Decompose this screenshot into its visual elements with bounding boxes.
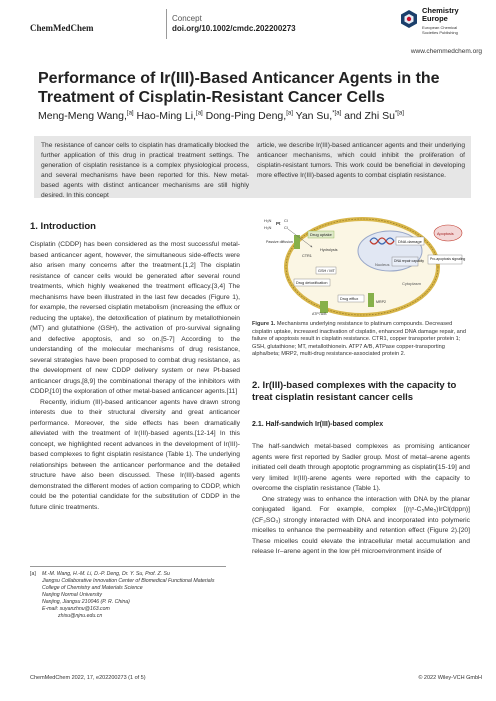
intro-paragraph-1: Cisplatin (CDDP) has been considered as the most successful metal-based anticancer agent, however, the simultaneous side-effects were also arisen many concerns after the treatment.[1,2] The cisplatin resistance of cancer cells would be generated after several round treatments, which highly weakened the treatment efficacy.[3,4] The mechanisms have been illustrated in the last few decades (Figure 1), for example, the reversed cisplatin metabolism (increasing the efflux or reducing the uptake), the detoxification of platinum by metallothionein (MT) and glutathione (GSH), the activation of pro-survival signaling and defective apoptosis, and so on.[5-7] According to the understanding of the molecular mechanisms of drug resistance, several strategies have been proposed to combat drug resistance, as the development of new CDDP delivery system or new Pt-based anticancer drugs,[8,9] the combinational therapy of the inhibitors with CDDP,[10] the exploration of other metal-based anticancer agents.[11] [30,241,240,395]
abstract-left-column: The resistance of cancer cells to cisplatin has dramatically blocked the further application of this drug in practical treatment settings. The generation of cisplatin resistance is a complex physiological process, and several mechanisms have been reported for this. New metal-based agents with distinct anticancer mechanisms are still highly desired. In this concept [41,142,249,199]
svg-text:Passive diffusion: Passive diffusion [266,240,293,244]
doi-link[interactable]: doi.org/10.1002/cmdc.202200273 [172,24,296,33]
svg-text:Cl: Cl [284,218,288,223]
publisher-title: Chemistry Europe [422,6,459,23]
article-title: Performance of Ir(III)-Based Anticancer Agents in the Treatment of Cisplatin-Resistant Cancer Cells [38,70,440,106]
article-type: Concept [172,14,202,23]
page-citation: ChemMedChem 2022, 17, e202200273 (1 of 5) [30,675,146,681]
abstract-box [34,136,471,198]
publisher-subtitle: European Chemical Societies Publishing [422,25,458,35]
author-list: Meng-Meng Wang,[a] Hao-Ming Li,[a] Dong-Ping Deng,[a] Yan Su,$^{*[a]}$ and Zhi $Su^{*[a]}$ [38,110,404,122]
svg-text:Cl: Cl [284,225,288,230]
header-divider [166,9,167,39]
affiliation-footnote: [a] M.-M. Wang, H.-M. Li, D.-P. Deng, Dr. Y. Su, Prof. Z. Su Jiangsu Collaborative Innovation Center of Biomedical Functional Materials College of Chemistry and Materials Science Nanjing Normal University Nanjing, Jiangsu 210046 (P. R. China) E-mail: suyanzhnu@163.com zhisu@njnu.edu.cn [30,571,215,619]
svg-text:Drug uptake: Drug uptake [310,232,332,237]
svg-text:Drug efflux: Drug efflux [340,297,359,301]
introduction-body [30,240,240,513]
svg-text:Nucleus: Nucleus [375,262,390,267]
chemistry-europe-logo-icon [400,9,418,29]
svg-text:GSH / MT: GSH / MT [318,269,335,273]
author: and Zhi Su [344,110,395,122]
author: Yan Su, [295,110,333,122]
author: Dong-Ping Deng, [205,110,287,122]
svg-text:ATP7A/B: ATP7A/B [312,312,327,316]
svg-text:Pro-apoptosis signaling: Pro-apoptosis signaling [430,257,466,261]
intro-paragraph-2: Recently, iridium (III)-based anticancer agents have drawn strong interests due to their structural diversity and great anticancer performance. Moreover, the side effects has been dramatically alleviated with the treatment of Ir(III)-based agents.[12-14] In this concept, we highlighted recent advances in the development of Ir(III)-based complexes to fight cisplatin resistance (Table 1). The underlying relationships between the anticancer performance and the detailed structure have also been discussed. These Ir(III)-based agents demonstrated the different modes of action comparing to CDDP, which could be the potential candidate for the substitution of CDDP in the future clinic treatments. [30,398,240,511]
section2-paragraph-1: The half-sandwich metal-based complexes as promising anticancer agents were first reported by Sadler group. Most of metal–arene agents initiated cell death through apoptotic programming as cisplatin[15-19] and very limited Ir(III)-arene agents were reported with the capacity to overcome the cisplatin resistance (Table 1). [252,443,470,492]
journal-website[interactable]: www.chemmedchem.org [410,48,482,55]
section2-body [252,442,470,558]
figure-1-illustration [252,211,470,318]
svg-text:Hydrolysis: Hydrolysis [320,248,338,252]
svg-text:Drug detoxification: Drug detoxification [296,281,328,285]
svg-text:CTR1: CTR1 [302,254,312,258]
subsection-heading-2-1: 2.1. Half-sandwich Ir(III)-based complex [252,421,384,428]
svg-text:Cytoplasm: Cytoplasm [402,281,421,286]
svg-text:Apoptosis: Apoptosis [437,232,454,236]
section2-paragraph-2: One strategy was to enhance the interaction with DNA by the planar conjugated ligand. For example, complex [(η⁵-C₅Me₅)IrCl(dppn)](CF₃SO₃) strongly interacted with DNA and incorporated into polymeric micelles to enhance the permeability and retention effect (Figure 2).[20] These micelles could elevate the intracellular metal accumulation and release Ir–arene agent in the low pH microenvironment inside of [252,495,470,555]
svg-text:Pt: Pt [276,221,281,226]
copyright: © 2022 Wiley-VCH GmbH [418,675,482,681]
section-heading-2: 2. Ir(III)-based complexes with the capacity to treat cisplatin resistant cancer cells [252,380,457,403]
svg-text:MRP2: MRP2 [376,300,386,304]
svg-text:DNA repair capacity: DNA repair capacity [394,259,424,263]
svg-text:H₃N: H₃N [264,218,272,223]
section-heading-introduction: 1. Introduction [30,221,96,232]
footnote-rule [30,566,226,567]
journal-name: ChemMedChem [30,23,94,33]
abstract-right-column: article, we describe Ir(III)-based anticancer agents and their underlying anticancer mechanisms, which could inhibit the proliferation of cisplatin-resistant tumors. This work could be beneficial in developing more effective Ir(III)-based agents to combat cisplatin resistance. [257,142,465,179]
author: Meng-Meng Wang, [38,110,127,122]
svg-text:DNA damage: DNA damage [398,239,422,244]
svg-text:H₃N: H₃N [264,225,272,230]
figure-1-caption: Figure 1. Mechanisms underlying resistance to platinum compounds. Decreased cisplatin uptake, increased inactivation of cisplatin, enhanced DNA damage repair, and failure of apoptosis result in cisplatin resistance. CTR1, copper transporter protein 1; GSH, glutathione; MT, metallothionein. ATP7 A/B, ATPase copper-transporting alpha/beta; MRP2, multi-drug resistance-associated protein 2. [252,321,466,358]
author: Hao-Ming Li, [136,110,197,122]
